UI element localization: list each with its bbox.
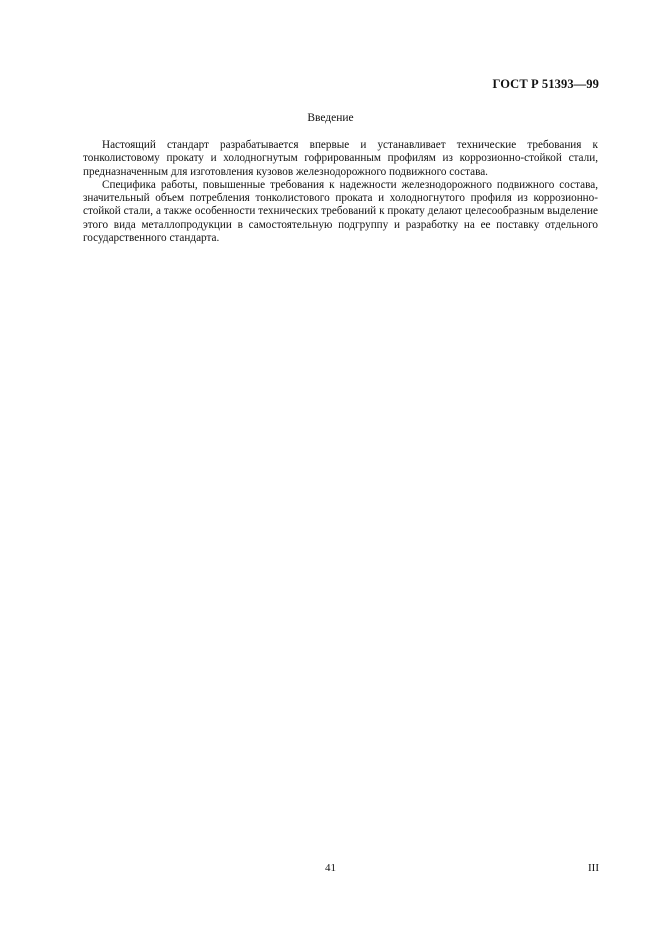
paragraph-1-line-2: тонколистовому прокату и холодногнутым гофрированным профилям из коррозионно-стойкой стали, (83, 152, 598, 165)
body-text (64, 139, 598, 245)
document-code: ГОСТ Р 51393—99 (492, 77, 599, 91)
paragraph-2-line-2: значительный объем потребления тонколистового проката и холодногнутого профиля из коррозионно- (83, 192, 598, 205)
page-number: 41 (325, 862, 336, 874)
paragraph-2 (64, 179, 598, 245)
roman-page-number: III (588, 862, 599, 874)
paragraph-2-line-1: Специфика работы, повышенные требования к надежности железнодорожного подвижного состава, (102, 178, 598, 191)
paragraph-2-line-4: этого вида металлопродукции в самостоятельную подгруппу и разработку на ее поставку отдельного (83, 218, 598, 231)
paragraph-1 (64, 139, 598, 179)
section-title: Введение (307, 112, 354, 124)
paragraph-2-line-5: государственного стандарта. (83, 232, 220, 245)
paragraph-1-line-3: предназначенным для изготовления кузовов железнодорожного подвижного состава. (83, 165, 488, 178)
paragraph-1-line-1: Настоящий стандарт разрабатывается впервые и устанавливает технические требования к (102, 139, 598, 151)
paragraph-2-line-3: стойкой стали, а также особенности технических требований к прокату делают целесообразным выделение (83, 205, 598, 218)
